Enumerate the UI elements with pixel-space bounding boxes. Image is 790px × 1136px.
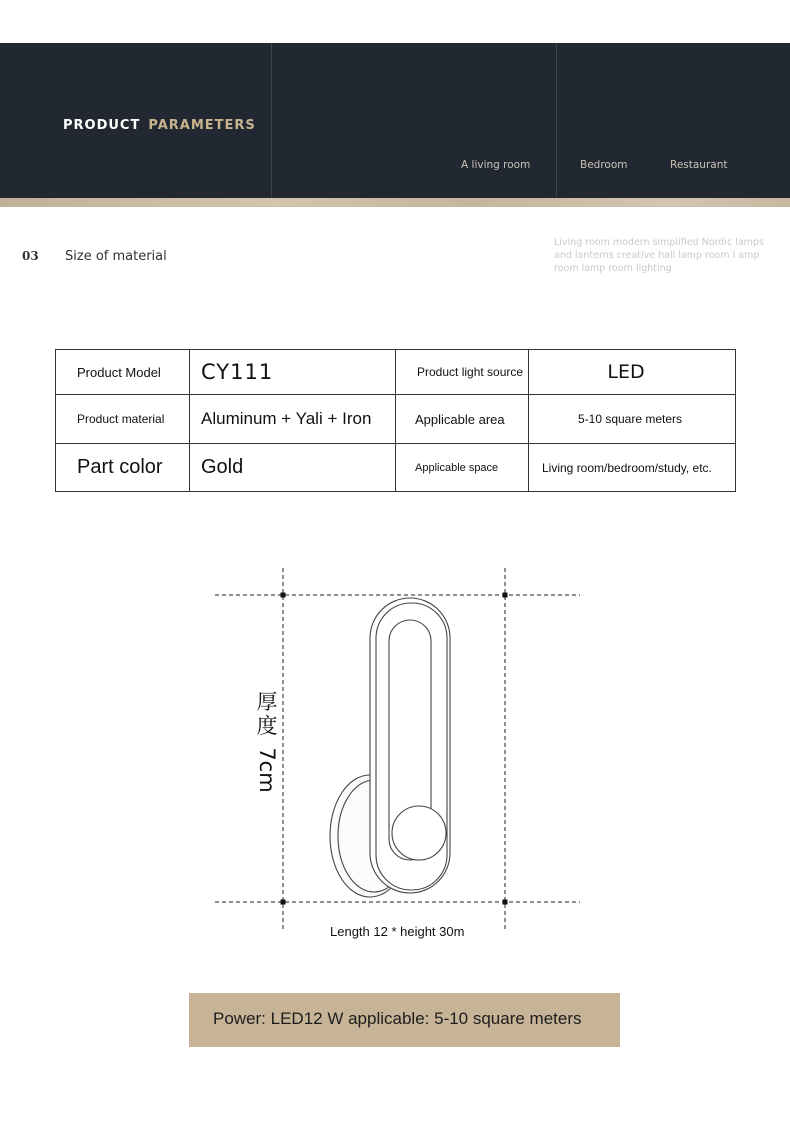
- table-cell-value: [190, 350, 396, 395]
- marker-top-right: [503, 593, 508, 598]
- part-color-value: Gold: [201, 456, 244, 478]
- table-cell-label: [396, 395, 529, 444]
- thickness-char-1: 厚: [256, 690, 278, 714]
- wood-stripe: [0, 198, 790, 207]
- applicable-area-value: 5-10 square meters: [577, 412, 683, 426]
- marker-bottom-left: [281, 900, 286, 905]
- marker-bottom-right: [503, 900, 508, 905]
- banner-link-bedroom[interactable]: Bedroom: [580, 159, 628, 171]
- power-info-box: [189, 993, 620, 1047]
- table-cell-value: [190, 395, 396, 444]
- product-material-label: Product material: [77, 412, 165, 426]
- thickness-label: [252, 690, 282, 793]
- parameters-table: [55, 349, 736, 492]
- section-number: 03: [22, 249, 39, 263]
- table-cell-value: [529, 350, 736, 395]
- thickness-value: 7cm: [255, 747, 279, 793]
- table-row: [56, 395, 736, 444]
- table-cell-value: [529, 444, 736, 492]
- table-cell-label: [396, 350, 529, 395]
- size-caption: Length 12 * height 30m: [330, 924, 465, 939]
- banner-title-word-parameters: PARAMETERS: [148, 118, 256, 133]
- table-row: [56, 350, 736, 395]
- banner-link-living-room[interactable]: A living room: [461, 159, 531, 171]
- light-source-label: Product light source: [417, 365, 524, 379]
- thickness-char-2: 度: [256, 714, 278, 738]
- product-model-value: CY111: [201, 360, 274, 384]
- marker-top-left: [281, 593, 286, 598]
- part-color-label: Part color: [77, 456, 163, 478]
- section-description: Living room modern simplified Nordic lamps and lanterns creative hall lamp room l amp room lamp room lighting: [554, 237, 764, 274]
- section-title: Size of material: [65, 249, 167, 264]
- light-source-value: LED: [607, 361, 645, 383]
- table-cell-label: [56, 350, 190, 395]
- table-cell-label: [396, 444, 529, 492]
- lamp-hub: [392, 806, 446, 860]
- table-cell-label: [56, 395, 190, 444]
- applicable-area-label: Applicable area: [415, 411, 505, 427]
- banner-title-word-product: PRODUCT: [63, 118, 141, 133]
- table-row: [56, 444, 736, 492]
- power-info-text: Power: LED12 W applicable: 5-10 square meters: [213, 1009, 582, 1028]
- parameters-banner: [0, 43, 790, 198]
- banner-link-restaurant[interactable]: Restaurant: [670, 159, 728, 171]
- banner-divider: [271, 43, 272, 198]
- banner-divider: [556, 43, 557, 198]
- product-material-value: Aluminum + Yali + Iron: [201, 409, 372, 428]
- product-model-label: Product Model: [77, 364, 161, 380]
- table-cell-value: [529, 395, 736, 444]
- lamp-illustration: [330, 598, 450, 897]
- banner-title: [63, 118, 256, 133]
- applicable-space-label: Applicable space: [415, 461, 499, 474]
- applicable-space-value: Living room/bedroom/study, etc.: [542, 460, 712, 475]
- table-cell-value: [190, 444, 396, 492]
- table-cell-label: [56, 444, 190, 492]
